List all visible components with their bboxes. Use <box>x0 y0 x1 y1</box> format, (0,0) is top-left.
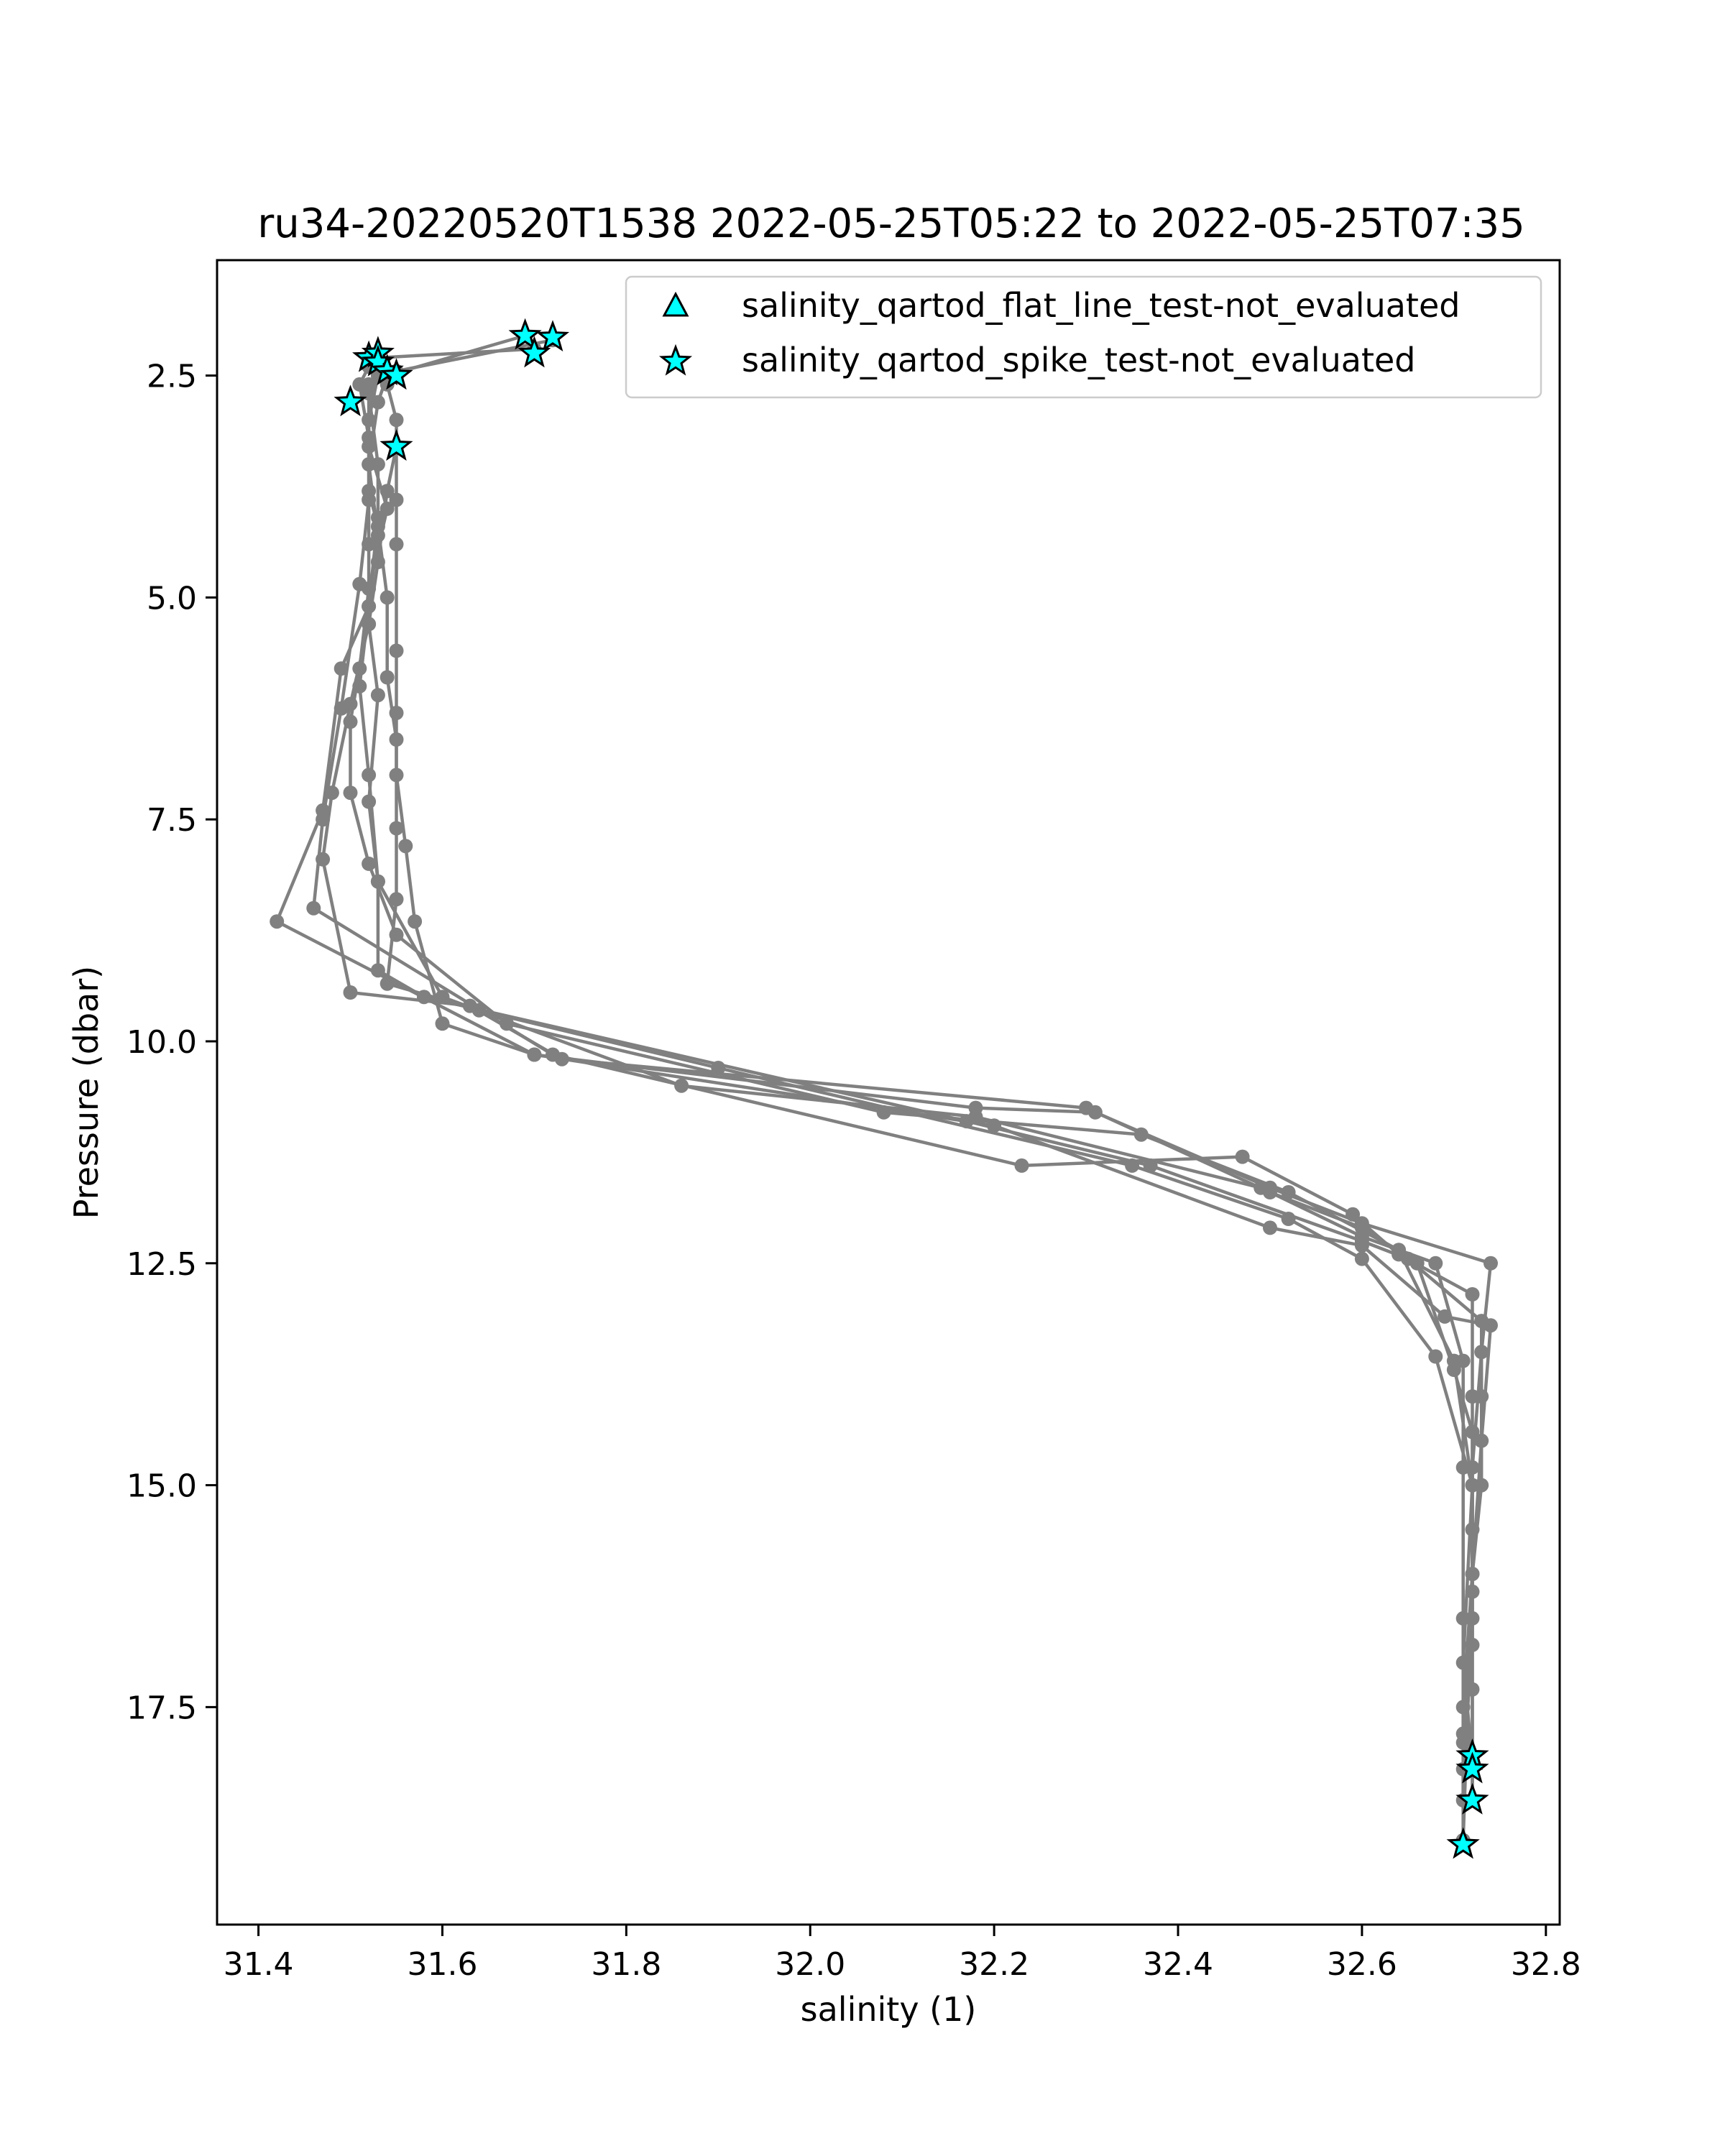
data-point <box>1355 1220 1369 1235</box>
data-point <box>1355 1238 1369 1253</box>
y-tick-label: 7.5 <box>147 802 197 839</box>
data-point <box>1466 1287 1480 1302</box>
data-point <box>436 1016 450 1031</box>
data-point <box>325 786 339 800</box>
data-point <box>398 839 413 853</box>
data-point <box>1484 1318 1498 1332</box>
data-point <box>1125 1158 1139 1173</box>
data-point <box>344 786 358 800</box>
data-point <box>1484 1256 1498 1271</box>
data-point <box>390 821 404 836</box>
data-point <box>1263 1185 1277 1199</box>
data-point <box>371 963 385 977</box>
data-point <box>1466 1425 1480 1439</box>
x-tick-label: 31.4 <box>223 1946 294 1983</box>
data-point <box>527 1048 541 1062</box>
data-point <box>371 688 385 702</box>
data-point <box>362 795 376 809</box>
data-point <box>344 985 358 1000</box>
data-point <box>1282 1212 1296 1226</box>
data-point <box>969 1101 983 1115</box>
data-point <box>1079 1101 1093 1115</box>
data-point <box>316 852 330 867</box>
data-point <box>352 377 367 392</box>
data-point <box>352 577 367 591</box>
data-point <box>1263 1220 1277 1235</box>
y-tick-label: 2.5 <box>147 358 197 395</box>
x-tick-label: 31.6 <box>407 1946 478 1983</box>
x-tick-label: 32.4 <box>1143 1946 1214 1983</box>
data-point <box>380 671 395 685</box>
data-point <box>1236 1150 1250 1164</box>
legend-label-flat-line-test: salinity_qartod_flat_line_test-not_evaluated <box>742 286 1460 325</box>
data-point <box>390 413 404 427</box>
data-point <box>1428 1256 1443 1271</box>
legend <box>626 277 1541 397</box>
y-tick-label: 15.0 <box>126 1468 197 1505</box>
y-axis-label: Pressure (dbar) <box>67 965 106 1220</box>
data-point <box>371 520 385 534</box>
chart-title: ru34-20220520T1538 2022-05-25T05:22 to 2022-05-25T07:35 <box>257 201 1525 247</box>
data-point <box>380 977 395 991</box>
y-tick-label: 10.0 <box>126 1023 197 1061</box>
data-point <box>362 537 376 551</box>
data-point <box>362 768 376 782</box>
data-point <box>1466 1638 1480 1652</box>
data-point <box>472 1003 487 1018</box>
legend-label-spike-test: salinity_qartod_spike_test-not_evaluated <box>742 341 1416 379</box>
data-point <box>390 537 404 551</box>
data-point <box>390 892 404 906</box>
data-point <box>362 484 376 498</box>
data-point <box>362 430 376 445</box>
data-point <box>555 1052 569 1067</box>
x-tick-label: 32.2 <box>959 1946 1030 1983</box>
x-tick-label: 32.0 <box>775 1946 846 1983</box>
data-point <box>1355 1252 1369 1266</box>
y-tick-label: 5.0 <box>147 580 197 617</box>
x-axis-label: salinity (1) <box>800 1990 977 2029</box>
data-point <box>1428 1350 1443 1364</box>
data-point <box>1410 1256 1425 1271</box>
data-point <box>1466 1478 1480 1493</box>
x-tick-label: 32.8 <box>1510 1946 1581 1983</box>
data-point <box>390 732 404 747</box>
x-tick-label: 31.8 <box>591 1946 662 1983</box>
data-point <box>1438 1309 1452 1324</box>
y-tick-label: 17.5 <box>126 1690 197 1727</box>
data-point <box>711 1061 725 1075</box>
data-point <box>306 901 321 916</box>
data-point <box>362 617 376 631</box>
data-point <box>270 914 284 929</box>
data-point <box>380 590 395 604</box>
data-point <box>380 484 395 498</box>
data-point <box>371 875 385 889</box>
data-point <box>390 644 404 658</box>
data-point <box>408 914 422 929</box>
y-tick-label: 12.5 <box>126 1245 197 1283</box>
data-point <box>344 697 358 711</box>
data-point <box>1346 1207 1360 1222</box>
data-point <box>371 457 385 471</box>
data-point <box>1015 1158 1029 1173</box>
data-point <box>1447 1363 1461 1377</box>
x-tick-label: 32.6 <box>1326 1946 1397 1983</box>
